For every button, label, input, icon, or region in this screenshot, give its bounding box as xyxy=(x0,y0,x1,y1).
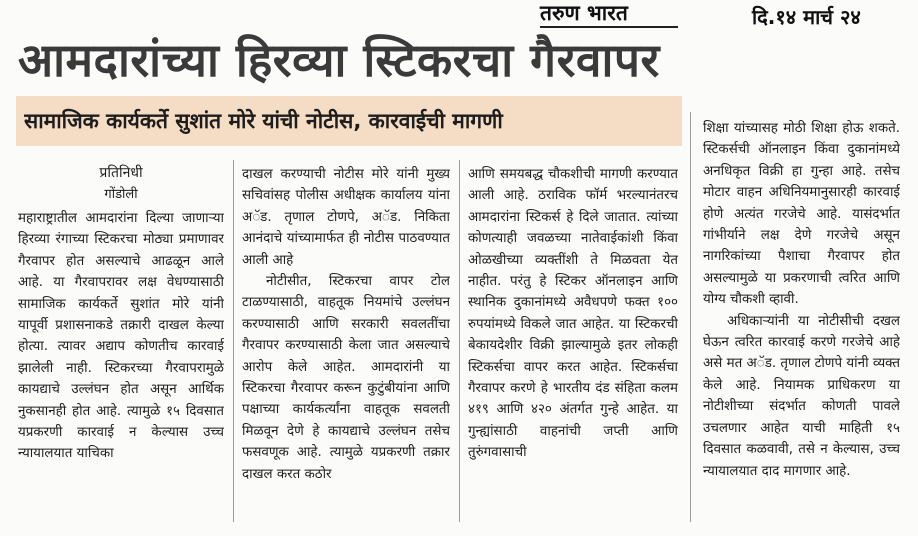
column-divider xyxy=(690,112,691,522)
paragraph: दाखल करण्याची नोटीस मोरे यांनी मुख्य सचिवांसह पोलीस अधीक्षक कार्यालय यांना अॅड. तृणाल टोणपे, अॅड. निकिता आनंदाचे यांच्यामार्फत ही नोटीस पाठवण्यात आली आहे xyxy=(242,167,450,268)
byline-place: गोंडोली xyxy=(104,187,138,202)
paragraph: शिक्षा यांच्यासह मोठी शिक्षा होऊ शकते. स्टिकर्सची ऑनलाइन किंवा दुकानांमध्ये अनधिकृत विक्री हा गुन्हा आहे. तसेच मोटार वाहन अधिनियमानुसारही कारवाई होणे अत्यंत गरजेचे आहे. यासंदर्भात गांभीर्याने लक्ष देणे गरजेचे असून नागरिकांच्या पैशाचा गैरवापर होत असल्यामुळे या प्रकरणाची त्वरित आणि योग्य चौकशी व्हावी. xyxy=(703,121,900,308)
paragraph: महाराष्ट्रातील आमदारांना दिल्या जाणाऱ्या हिरव्या रंगाच्या स्टिकरचा मोठ्या प्रमाणावर गैरवापर होत असल्याचे आढळून आले आहे. या गैरवापरावर लक्ष वेधण्यासाठी सामाजिक कार्यकर्ते सुशांत मोरे यांनी यापूर्वी प्रशासनाकडे तक्रारी दाखल केल्या होत्या. त्यावर अद्याप कोणतीच कारवाई झालेली नाही. स्टिकरच्या गैरवापरामुळे कायद्याचे उल्लंघन होत असून आर्थिक नुकसानही होत आहे. त्यामुळे १५ दिवसात यप्रकरणी कारवाई न केल्यास उच्च न्यायालयात याचिका xyxy=(18,211,224,462)
newspaper-name: तरुण भारत xyxy=(540,1,628,25)
article-column-4 xyxy=(703,118,900,524)
masthead xyxy=(0,0,918,30)
publication-date: दि.१४ मार्च २४ xyxy=(752,5,861,29)
article-headline: आमदारांच्या हिरव्या स्टिकरचा गैरवापर xyxy=(18,33,660,87)
article-column-3 xyxy=(468,164,678,524)
paragraph: अधिकाऱ्यांनी या नोटीसीची दखल घेऊन त्वरित कारवाई करणे गरजेचे आहे असे मत अॅड. तृणाल टोणपे यांनी व्यक्त केले आहे. नियामक प्राधिकरण या नोटीशीच्या संदर्भात कोणती पावले उचलणार आहेत याची माहिती १५ दिवसात कळवावी, तसे न केल्यास, उच्च न्यायालयात दाद मागणार आहे. xyxy=(703,313,900,479)
byline xyxy=(18,163,224,205)
column-divider xyxy=(233,160,234,522)
column-divider xyxy=(459,160,460,522)
article-column-2 xyxy=(242,164,450,524)
paragraph: आणि समयबद्ध चौकशीची मागणी करण्यात आली आहे. ठराविक फॉर्म भरल्यानंतरच आमदारांना स्टिकर्स हे दिले जातात. त्यांच्या कोणत्याही जवळच्या नातेवाईकांशी किंवा ओळखीच्या व्यक्तींशी ते मिळवता येत नाहीत. परंतु हे स्टिकर ऑनलाइन आणि स्थानिक दुकानांमध्ये अवैधपणे फक्त १०० रुपयांमध्ये विकले जात आहेत. या स्टिकरची बेकायदेशीर विक्री झाल्यामुळे इतर लोकही स्टिकर्सचा वापर करत आहेत. स्टिकर्सचा गैरवापर करणे हे भारतीय दंड संहिता कलम ४१९ आणि ४२० अंतर्गत गुन्हे आहेत. या गुन्ह्यांसाठी वाहनांची जप्ती आणि तुरुंगवासाची xyxy=(468,167,678,461)
byline-reporter: प्रतिनिधी xyxy=(99,165,143,181)
article-subheadline: सामाजिक कार्यकर्ते सुशांत मोरे यांची नोटीस, कारवाईची मागणी xyxy=(24,109,503,133)
article-column-1 xyxy=(18,208,224,524)
paragraph: नोटीसीत, स्टिकरचा वापर टोल टाळण्यासाठी, वाहतूक नियमांचे उल्लंघन करण्यासाठी आणि सरकारी सवलतींचा गैरवापर करण्यासाठी केला जात असल्याचे आरोप केले आहेत. आमदारांनी या स्टिकरचा गैरवापर करून कुटुंबीयांना आणि पक्षाच्या कार्यकर्त्यांना वाहतूक सवलती मिळवून देणे हे कायद्याचे उल्लंघन तसेच फसवणूक आहे. त्यामुळे यप्रकरणी तक्रार दाखल करत कठोर xyxy=(242,274,450,482)
